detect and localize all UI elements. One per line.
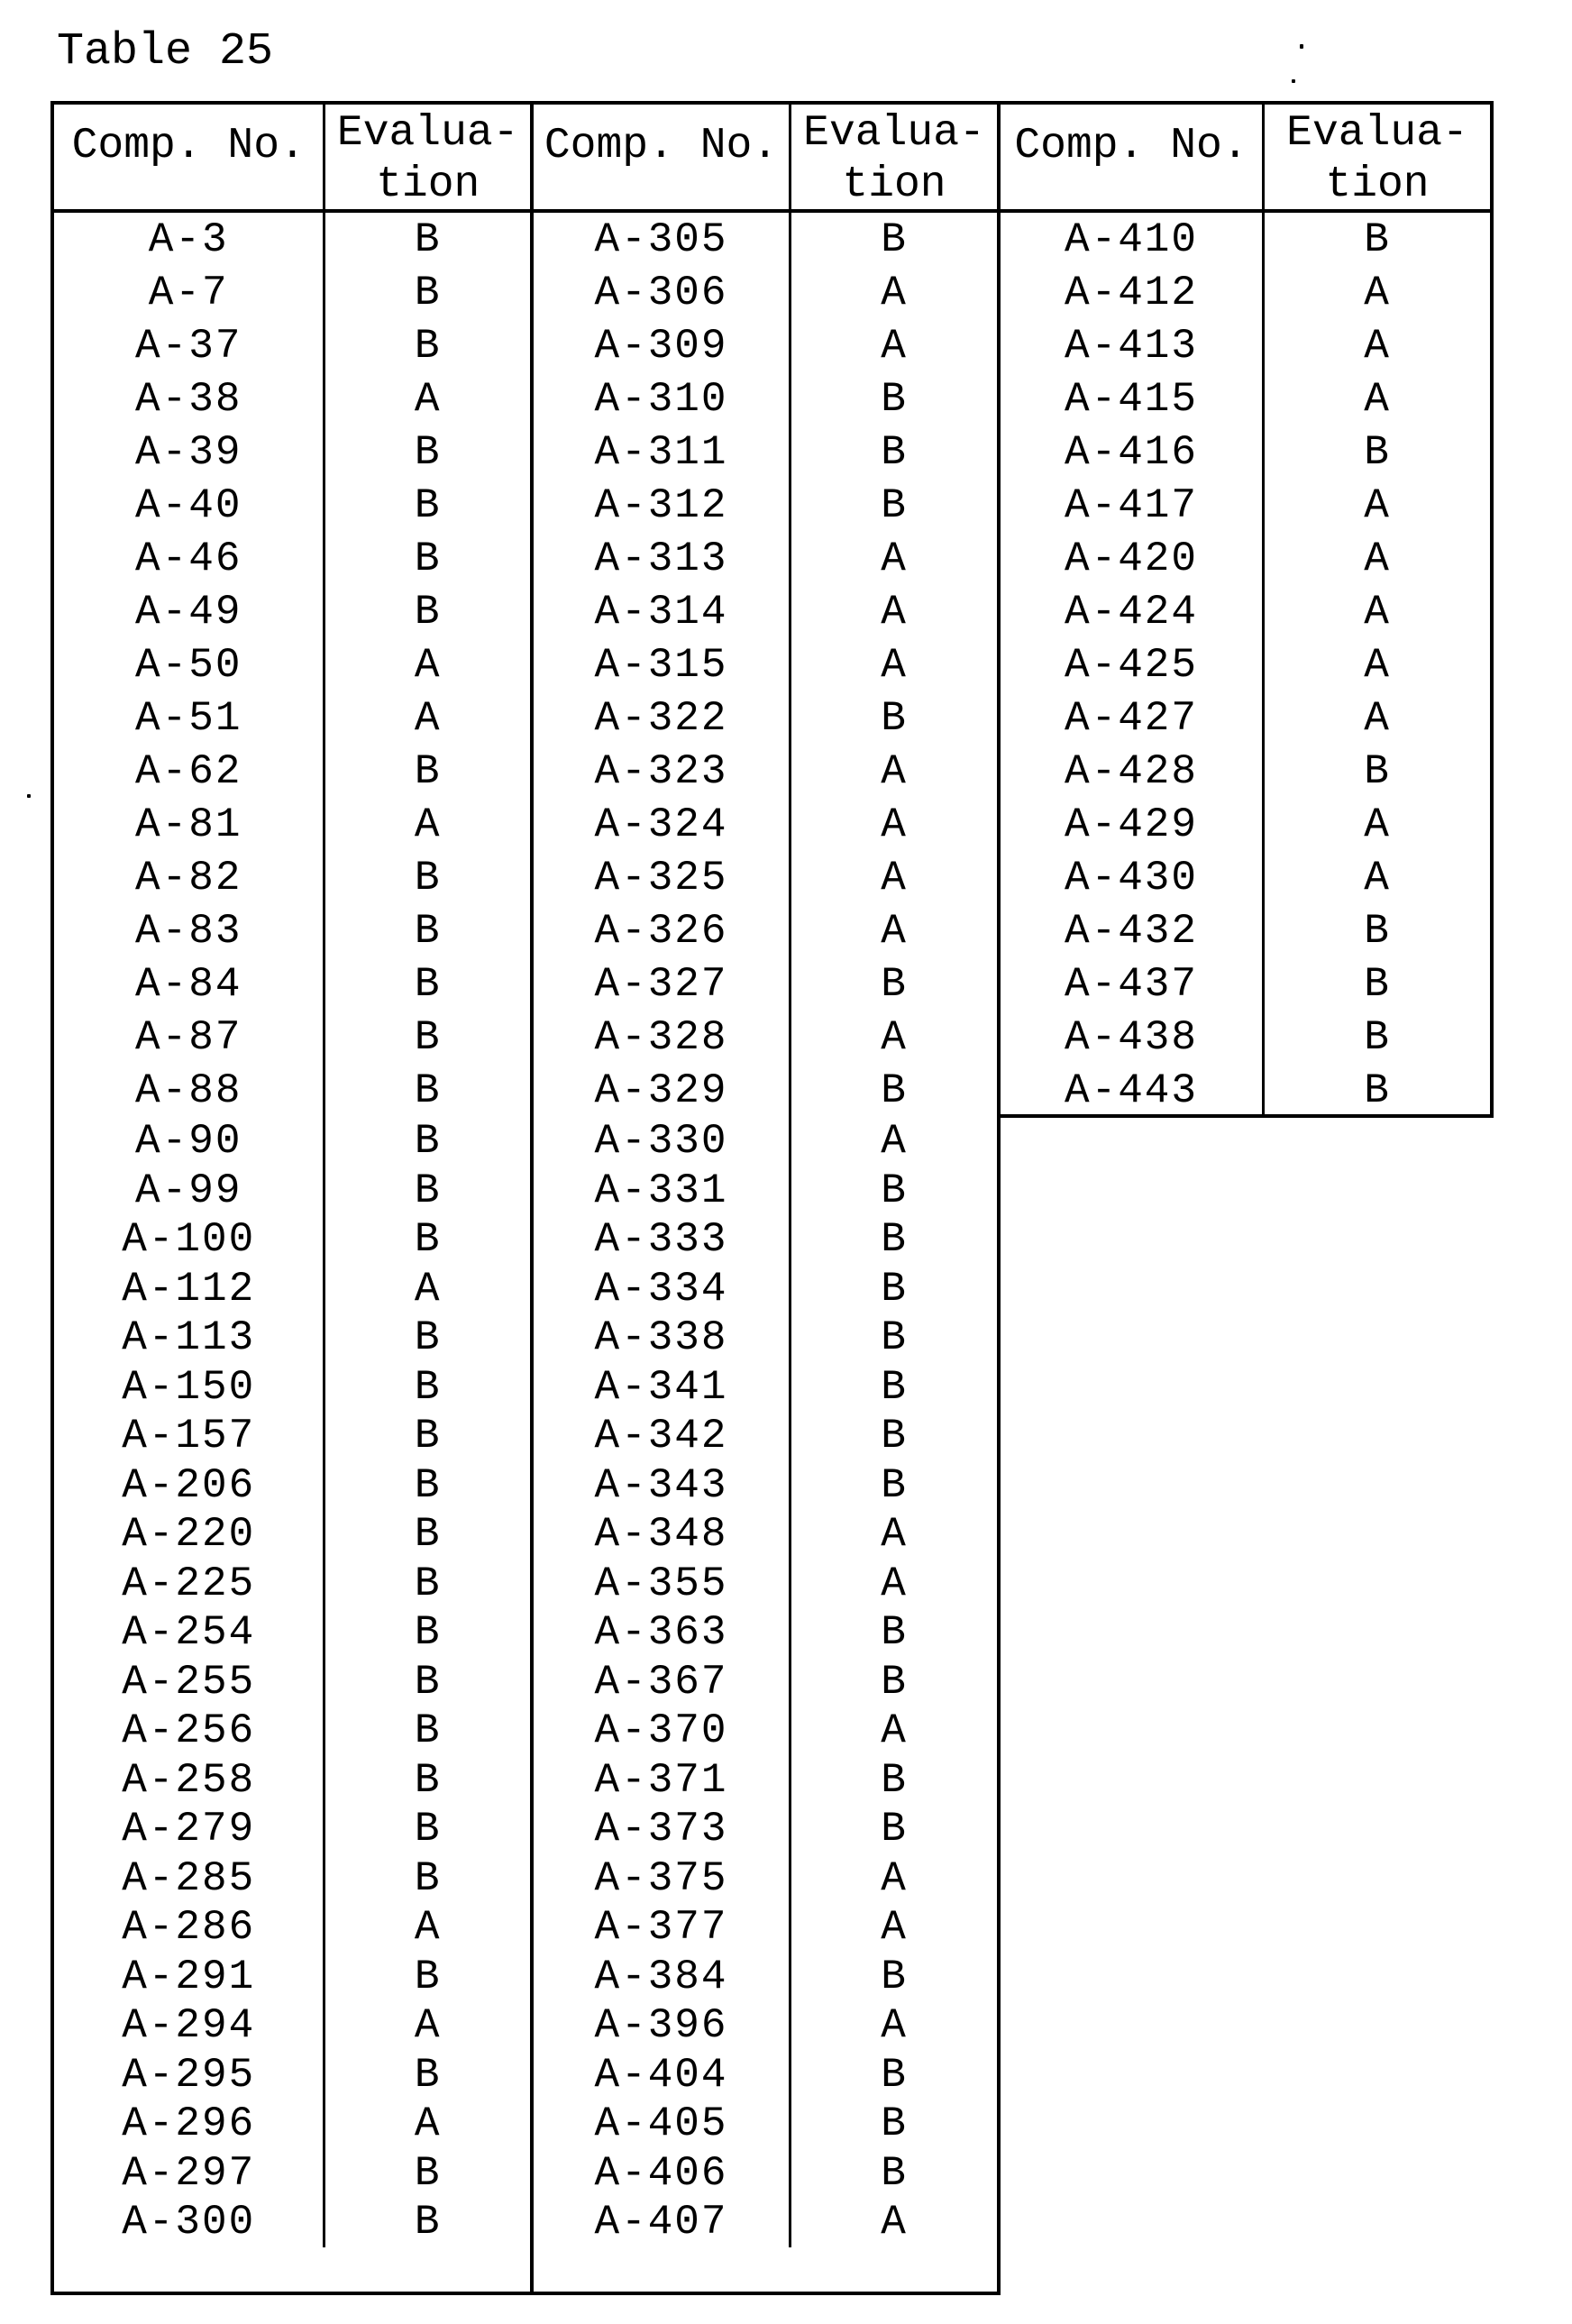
evaluation-cell: B	[414, 1118, 442, 1166]
evaluation-cell: A	[1364, 322, 1391, 370]
comp-no-cell: A-7	[148, 269, 229, 316]
column-pair-1	[50, 101, 534, 2295]
comp-no-cell: A-430	[1064, 854, 1199, 901]
evaluation-cell: B	[414, 2149, 442, 2197]
evaluation-cell: A	[1364, 588, 1391, 636]
evaluation-cell: B	[414, 588, 442, 636]
evaluation-cell: B	[881, 1756, 908, 1804]
evaluation-cell: A	[1364, 641, 1391, 689]
evaluation-column	[791, 213, 997, 2247]
comp-no-cell: A-90	[135, 1118, 242, 1166]
evaluation-cell: A	[414, 694, 442, 742]
evaluation-cell: B	[414, 1167, 442, 1214]
evaluation-cell: B	[881, 1216, 908, 1264]
comp-no-cell: A-329	[594, 1066, 728, 1114]
evaluation-cell: B	[414, 269, 442, 316]
evaluation-cell: A	[881, 1118, 908, 1166]
comp-no-cell: A-84	[135, 960, 242, 1008]
comp-no-cell: A-438	[1064, 1013, 1199, 1061]
comp-no-cell: A-377	[594, 1904, 728, 1952]
comp-no-cell: A-355	[594, 1560, 728, 1607]
evaluation-cell: B	[414, 1413, 442, 1460]
comp-no-cell: A-384	[594, 1953, 728, 2000]
evaluation-column	[325, 213, 530, 2247]
evaluation-cell: B	[881, 1314, 908, 1362]
table-header-row	[1001, 105, 1490, 213]
comp-no-column	[534, 213, 791, 2247]
comp-no-column	[54, 213, 325, 2247]
evaluation-cell: B	[414, 1314, 442, 1362]
comp-no-cell: A-315	[594, 641, 728, 689]
evaluation-cell: B	[414, 1707, 442, 1755]
comp-no-cell: A-296	[122, 2100, 256, 2148]
comp-no-cell: A-38	[135, 375, 242, 423]
comp-no-cell: A-427	[1064, 694, 1199, 742]
comp-no-cell: A-311	[594, 428, 728, 476]
evaluation-cell: B	[414, 1806, 442, 1853]
comp-no-cell: A-256	[122, 1707, 256, 1755]
evaluation-cell: B	[881, 2051, 908, 2099]
evaluation-cell: A	[881, 1560, 908, 1607]
evaluation-cell: A	[1364, 854, 1391, 901]
evaluation-cell: B	[881, 1658, 908, 1706]
evaluation-cell: A	[414, 641, 442, 689]
evaluation-cell: B	[414, 960, 442, 1008]
header-comp-no: Comp. No.	[1001, 105, 1265, 209]
comp-no-cell: A-371	[594, 1756, 728, 1804]
evaluation-cell: B	[414, 1216, 442, 1264]
evaluation-cell: A	[881, 1854, 908, 1902]
evaluation-cell: B	[881, 1167, 908, 1214]
comp-no-cell: A-330	[594, 1118, 728, 1166]
comp-no-cell: A-324	[594, 801, 728, 848]
comp-no-cell: A-157	[122, 1413, 256, 1460]
comp-no-cell: A-407	[594, 2199, 728, 2246]
evaluation-cell: B	[881, 1413, 908, 1460]
comp-no-cell: A-322	[594, 694, 728, 742]
evaluation-cell: A	[1364, 801, 1391, 848]
table-header-row	[54, 105, 530, 213]
evaluation-cell: B	[881, 2149, 908, 2197]
evaluation-cell: B	[414, 907, 442, 955]
comp-no-cell: A-150	[122, 1363, 256, 1411]
evaluation-cell: B	[414, 1066, 442, 1114]
comp-no-cell: A-375	[594, 1854, 728, 1902]
comp-no-cell: A-429	[1064, 801, 1199, 848]
evaluation-cell: B	[881, 1953, 908, 2000]
comp-no-cell: A-412	[1064, 269, 1199, 316]
evaluation-cell: A	[881, 2002, 908, 2050]
comp-no-cell: A-254	[122, 1609, 256, 1657]
evaluation-cell: B	[881, 1363, 908, 1411]
evaluation-cell: A	[414, 1904, 442, 1952]
evaluation-cell: B	[881, 1806, 908, 1853]
comp-no-cell: A-415	[1064, 375, 1199, 423]
evaluation-cell: B	[414, 1953, 442, 2000]
comp-no-cell: A-314	[594, 588, 728, 636]
evaluation-cell: A	[881, 907, 908, 955]
evaluation-cell: A	[881, 1511, 908, 1559]
comp-no-cell: A-327	[594, 960, 728, 1008]
comp-no-cell: A-291	[122, 1953, 256, 2000]
evaluation-cell: B	[1364, 215, 1391, 263]
comp-no-cell: A-279	[122, 1806, 256, 1853]
comp-no-cell: A-428	[1064, 747, 1199, 795]
table-body	[534, 213, 997, 2247]
comp-no-cell: A-286	[122, 1904, 256, 1952]
comp-no-cell: A-294	[122, 2002, 256, 2050]
comp-no-cell: A-425	[1064, 641, 1199, 689]
evaluation-cell: A	[881, 269, 908, 316]
comp-no-cell: A-333	[594, 1216, 728, 1264]
comp-no-cell: A-334	[594, 1265, 728, 1313]
scan-artifact-dot	[27, 794, 31, 798]
comp-no-cell: A-417	[1064, 481, 1199, 529]
comp-no-cell: A-416	[1064, 428, 1199, 476]
column-pair-2	[534, 101, 1001, 2295]
evaluation-cell: B	[881, 1265, 908, 1313]
comp-no-cell: A-348	[594, 1511, 728, 1559]
header-evaluation: Evalua- tion	[336, 109, 519, 209]
comp-no-cell: A-325	[594, 854, 728, 901]
evaluation-column	[1265, 213, 1490, 1117]
comp-no-cell: A-323	[594, 747, 728, 795]
evaluation-cell: B	[414, 215, 442, 263]
column-pair-3	[1001, 101, 1494, 1118]
comp-no-cell: A-225	[122, 1560, 256, 1607]
header-evaluation: Evalua- tion	[803, 109, 985, 209]
comp-no-cell: A-220	[122, 1511, 256, 1559]
comp-no-cell: A-341	[594, 1363, 728, 1411]
comp-no-cell: A-413	[1064, 322, 1199, 370]
evaluation-cell: B	[414, 481, 442, 529]
comp-no-cell: A-326	[594, 907, 728, 955]
comp-no-cell: A-328	[594, 1013, 728, 1061]
evaluation-cell: A	[414, 2100, 442, 2148]
evaluation-cell: B	[1364, 428, 1391, 476]
evaluation-cell: B	[1364, 907, 1391, 955]
comp-no-cell: A-295	[122, 2051, 256, 2099]
evaluation-cell: A	[881, 641, 908, 689]
evaluation-cell: B	[881, 1609, 908, 1657]
comp-no-cell: A-51	[135, 694, 242, 742]
evaluation-cell: B	[1364, 747, 1391, 795]
evaluation-cell: A	[414, 1265, 442, 1313]
header-evaluation: Evalua- tion	[1286, 109, 1468, 209]
header-comp-no: Comp. No.	[534, 105, 791, 209]
comp-no-cell: A-342	[594, 1413, 728, 1460]
evaluation-cell: B	[1364, 960, 1391, 1008]
comp-no-cell: A-310	[594, 375, 728, 423]
comp-no-cell: A-87	[135, 1013, 242, 1061]
evaluation-cell: B	[1364, 1066, 1391, 1114]
evaluation-cell: B	[881, 2100, 908, 2148]
comp-no-cell: A-40	[135, 481, 242, 529]
evaluation-cell: A	[881, 588, 908, 636]
comp-no-cell: A-396	[594, 2002, 728, 2050]
comp-no-cell: A-82	[135, 854, 242, 901]
evaluation-cell: B	[881, 215, 908, 263]
evaluation-cell: B	[414, 2051, 442, 2099]
comp-no-cell: A-343	[594, 1461, 728, 1509]
evaluation-cell: A	[414, 375, 442, 423]
evaluation-cell: B	[881, 375, 908, 423]
comp-no-cell: A-306	[594, 269, 728, 316]
comp-no-cell: A-312	[594, 481, 728, 529]
evaluation-cell: B	[414, 1854, 442, 1902]
comp-no-cell: A-39	[135, 428, 242, 476]
evaluation-cell: B	[414, 428, 442, 476]
comp-no-cell: A-300	[122, 2199, 256, 2246]
comp-no-cell: A-424	[1064, 588, 1199, 636]
table-title: Table 25	[57, 26, 274, 78]
comp-no-cell: A-297	[122, 2149, 256, 2197]
comp-no-cell: A-370	[594, 1707, 728, 1755]
comp-no-cell: A-99	[135, 1167, 242, 1214]
comp-no-cell: A-410	[1064, 215, 1199, 263]
evaluation-cell: B	[881, 694, 908, 742]
comp-no-cell: A-313	[594, 535, 728, 582]
comp-no-cell: A-309	[594, 322, 728, 370]
comp-no-cell: A-404	[594, 2051, 728, 2099]
comp-no-cell: A-255	[122, 1658, 256, 1706]
comp-no-cell: A-49	[135, 588, 242, 636]
evaluation-cell: A	[1364, 535, 1391, 582]
comp-no-cell: A-420	[1064, 535, 1199, 582]
evaluation-cell: B	[414, 322, 442, 370]
comp-no-cell: A-50	[135, 641, 242, 689]
comp-no-cell: A-406	[594, 2149, 728, 2197]
evaluation-cell: B	[414, 1756, 442, 1804]
evaluation-cell: A	[881, 747, 908, 795]
evaluation-cell: A	[1364, 694, 1391, 742]
comp-no-cell: A-363	[594, 1609, 728, 1657]
comp-no-cell: A-113	[122, 1314, 256, 1362]
scan-artifact-dot	[1300, 44, 1303, 49]
evaluation-cell: B	[414, 747, 442, 795]
evaluation-cell: A	[881, 1904, 908, 1952]
comp-no-column	[1001, 213, 1265, 1117]
comp-no-cell: A-206	[122, 1461, 256, 1509]
evaluation-cell: B	[414, 535, 442, 582]
comp-no-cell: A-443	[1064, 1066, 1199, 1114]
evaluation-cell: A	[414, 801, 442, 848]
evaluation-cell: B	[414, 1609, 442, 1657]
comp-no-cell: A-437	[1064, 960, 1199, 1008]
evaluation-cell: A	[881, 854, 908, 901]
comp-no-cell: A-331	[594, 1167, 728, 1214]
evaluation-cell: B	[414, 1658, 442, 1706]
evaluation-cell: B	[881, 1066, 908, 1114]
comp-no-cell: A-83	[135, 907, 242, 955]
comp-no-cell: A-367	[594, 1658, 728, 1706]
table-body	[1001, 213, 1490, 1117]
evaluation-cell: B	[414, 1560, 442, 1607]
comp-no-cell: A-88	[135, 1066, 242, 1114]
comp-no-cell: A-100	[122, 1216, 256, 1264]
evaluation-cell: B	[881, 960, 908, 1008]
evaluation-cell: A	[881, 322, 908, 370]
comp-no-cell: A-305	[594, 215, 728, 263]
table-body	[54, 213, 530, 2247]
comp-no-cell: A-338	[594, 1314, 728, 1362]
evaluation-cell: B	[414, 1511, 442, 1559]
header-comp-no: Comp. No.	[54, 105, 325, 209]
evaluation-cell: B	[414, 1461, 442, 1509]
comp-no-cell: A-258	[122, 1756, 256, 1804]
evaluation-cell: A	[1364, 481, 1391, 529]
comp-no-cell: A-405	[594, 2100, 728, 2148]
evaluation-cell: B	[414, 1013, 442, 1061]
evaluation-cell: B	[1364, 1013, 1391, 1061]
comp-no-cell: A-46	[135, 535, 242, 582]
evaluation-cell: B	[414, 854, 442, 901]
evaluation-cell: A	[881, 535, 908, 582]
evaluation-cell: A	[881, 1013, 908, 1061]
evaluation-cell: B	[881, 481, 908, 529]
comp-no-cell: A-62	[135, 747, 242, 795]
comp-no-cell: A-373	[594, 1806, 728, 1853]
evaluation-cell: A	[1364, 375, 1391, 423]
comp-no-cell: A-81	[135, 801, 242, 848]
comp-no-cell: A-112	[122, 1265, 256, 1313]
evaluation-cell: A	[1364, 269, 1391, 316]
comp-no-cell: A-3	[148, 215, 229, 263]
evaluation-cell: A	[881, 801, 908, 848]
evaluation-cell: B	[414, 1363, 442, 1411]
evaluation-cell: A	[881, 1707, 908, 1755]
comp-no-cell: A-37	[135, 322, 242, 370]
scan-artifact-dot	[1292, 79, 1295, 83]
comp-no-cell: A-285	[122, 1854, 256, 1902]
table-header-row	[534, 105, 997, 213]
evaluation-cell: A	[414, 2002, 442, 2050]
evaluation-cell: B	[881, 1461, 908, 1509]
comp-no-cell: A-432	[1064, 907, 1199, 955]
evaluation-cell: B	[414, 2199, 442, 2246]
evaluation-cell: B	[881, 428, 908, 476]
evaluation-cell: A	[881, 2199, 908, 2246]
